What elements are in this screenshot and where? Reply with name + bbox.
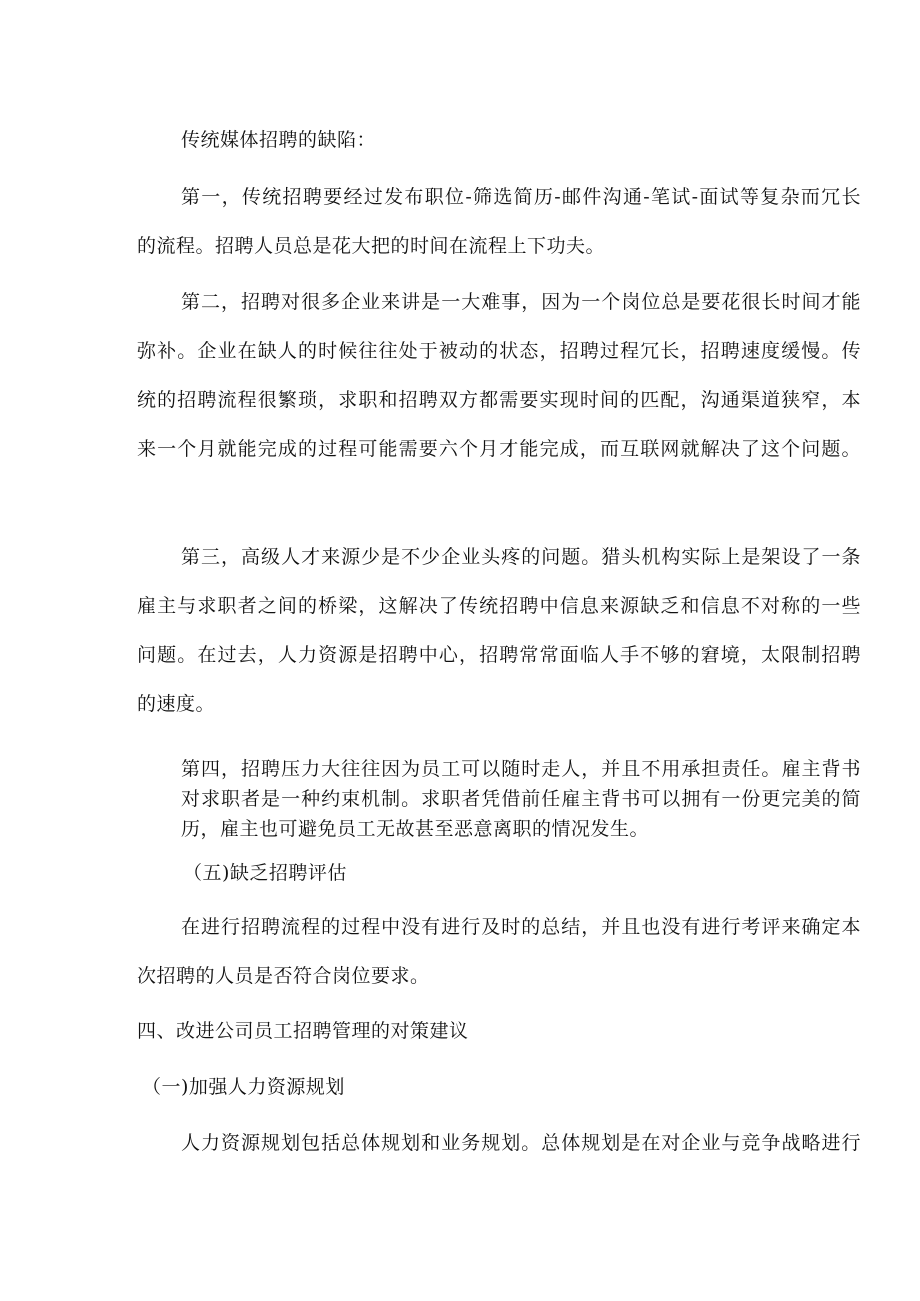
paragraph-1-line-2: 的流程。招聘人员总是花大把的时间在流程上下功夫。 [137, 235, 606, 257]
paragraph-4-line-2: 对求职者是一种约束机制。求职者凭借前任雇主背书可以拥有一份更完美的简 [181, 788, 861, 810]
paragraph-4-line-1: 第四，招聘压力大往往因为员工可以随时走人，并且不用承担责任。雇主背书 [181, 758, 861, 780]
paragraph-3-line-4: 的速度。 [137, 693, 216, 715]
paragraph-2-line-4: 来一个月就能完成的过程可能需要六个月才能完成，而互联网就解决了这个问题。 [137, 438, 861, 460]
paragraph-3-line-2: 雇主与求职者之间的桥梁，这解决了传统招聘中信息来源缺乏和信息不对称的一些 [137, 595, 861, 617]
paragraph-5-line-2: 次招聘的人员是否符合岗位要求。 [137, 965, 430, 987]
subheading-5: （五)缺乏招聘评估 [183, 862, 347, 884]
paragraph-2-line-2: 弥补。企业在缺人的时候往往处于被动的状态，招聘过程冗长，招聘速度缓慢。传 [137, 340, 861, 362]
section-4-heading: 四、改进公司员工招聘管理的对策建议 [137, 1020, 469, 1042]
paragraph-3-line-3: 问题。在过去，人力资源是招聘中心，招聘常常面临人手不够的窘境，太限制招聘 [137, 644, 861, 666]
paragraph-2-line-1: 第二，招聘对很多企业来讲是一大难事，因为一个岗位总是要花很长时间才能 [181, 291, 861, 313]
subheading-1: （一)加强人力资源规划 [142, 1076, 345, 1098]
heading-defects: 传统媒体招聘的缺陷： [181, 129, 377, 151]
paragraph-2-line-3: 统的招聘流程很繁琐，求职和招聘双方都需要实现时间的匹配，沟通渠道狭窄，本 [137, 389, 861, 411]
paragraph-6-line-1: 人力资源规划包括总体规划和业务规划。总体规划是在对企业与竞争战略进行 [181, 1132, 861, 1154]
paragraph-5-line-1: 在进行招聘流程的过程中没有进行及时的总结，并且也没有进行考评来确定本 [181, 916, 861, 938]
paragraph-3-line-1: 第三，高级人才来源少是不少企业头疼的问题。猎头机构实际上是架设了一条 [181, 546, 861, 568]
paragraph-4-line-3: 历，雇主也可避免员工无故甚至恶意离职的情况发生。 [181, 818, 650, 840]
paragraph-1-line-1: 第一，传统招聘要经过发布职位-筛选简历-邮件沟通-笔试-面试等复杂而冗长 [181, 186, 861, 208]
